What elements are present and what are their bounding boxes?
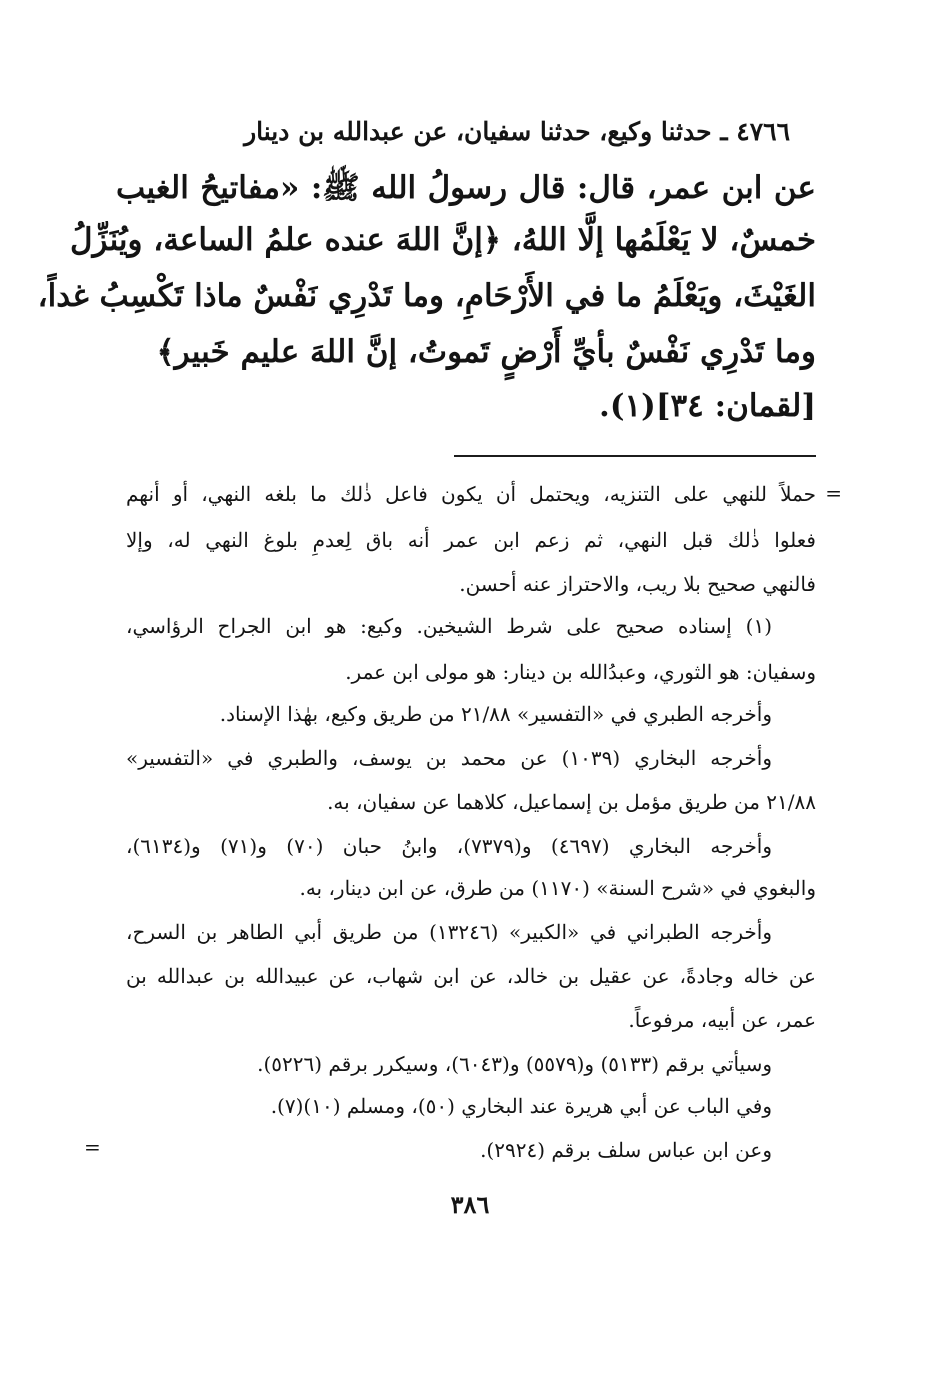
footnote-line: حملاً للنهي على التنزيه، ويحتمل أن يكون فاعل ذٰلك ما بلغه النهي، أو أنهم (126, 482, 816, 506)
continuation-mark: = (825, 481, 842, 505)
footnote-separator (454, 455, 816, 457)
footnote-line: فالنهي صحيح بلا ريب، والاحتراز عنه أحسن. (459, 572, 816, 596)
footnote-line: وأخرجه البخاري (٤٦٩٧) و(٧٣٧٩)، وابنُ حبان (٧٠) و(٧١) و(٦١٣٤)، (126, 834, 773, 858)
footnote-line: وعن ابن عباس سلف برقم (٢٩٢٤). (480, 1138, 772, 1162)
page-number: ٣٨٦ (450, 1190, 490, 1219)
hadith-line-citation: [لقمان: ٣٤](١). (599, 388, 816, 424)
hadith-line: خمسٌ، لا يَعْلَمُها إلَّا اللهُ، ﴿إنَّ اللهَ عنده علمُ الساعة، ويُنَزِّلُ (69, 222, 816, 258)
footnote-line: فعلوا ذٰلك قبل النهي، ثم زعم ابن عمر أنه باق لِعدمِ بلوغ النهي له، وإلا (126, 528, 816, 552)
footnote-line: ٢١/٨٨ من طريق مؤمل بن إسماعيل، كلاهما عن سفيان، به. (327, 790, 816, 814)
hadith-line: عن ابن عمر، قال: قال رسولُ الله ﷺ: «مفاتيحُ الغيب (116, 170, 816, 206)
end-mark: = (84, 1135, 101, 1159)
footnote-line: وأخرجه الطبراني في «الكبير» (١٣٢٤٦) من طريق أبي الطاهر بن السرح، (126, 920, 772, 944)
footnote-line: وسفيان: هو الثوري، وعبدُالله بن دينار: هو مولى ابن عمر. (345, 660, 816, 684)
footnote-line: عمر، عن أبيه، مرفوعاً. (628, 1008, 816, 1032)
footnote-line: وسيأتي برقم (٥١٣٣) و(٥٥٧٩) و(٦٠٤٣)، وسيكرر برقم (٥٢٢٦). (257, 1052, 772, 1076)
footnote-line: (١) إسناده صحيح على شرط الشيخين. وكيع: هو ابن الجراح الرؤاسي، (126, 614, 772, 638)
hadith-header: ٤٧٦٦ ـ حدثنا وكيع، حدثنا سفيان، عن عبدالله بن دينار (244, 117, 790, 146)
footnote-line: والبغوي في «شرح السنة» (١١٧٠) من طرق، عن ابن دينار، به. (299, 876, 816, 900)
hadith-line: وما تَدْرِي نَفْسٌ بأيِّ أَرْضٍ تَموتُ، إنَّ اللهَ عليم خَبير﴾ (156, 334, 816, 370)
footnote-line: وفي الباب عن أبي هريرة عند البخاري (٥٠)، ومسلم (١٠)(٧). (270, 1094, 772, 1118)
hadith-line: الغَيْثَ، ويَعْلَمُ ما في الأَرْحَامِ، وما تَدْرِي نَفْسٌ ماذا تَكْسِبُ غداً، (37, 278, 816, 314)
footnote-line: وأخرجه الطبري في «التفسير» ٢١/٨٨ من طريق وكيع، بهٰذا الإسناد. (219, 702, 772, 726)
footnote-line: وأخرجه البخاري (١٠٣٩) عن محمد بن يوسف، والطبري في «التفسير» (126, 746, 773, 770)
footnote-line: عن خاله وجادةً، عن عقيل بن خالد، عن ابن شهاب، عن عبيدالله بن عبدالله بن (126, 964, 816, 988)
